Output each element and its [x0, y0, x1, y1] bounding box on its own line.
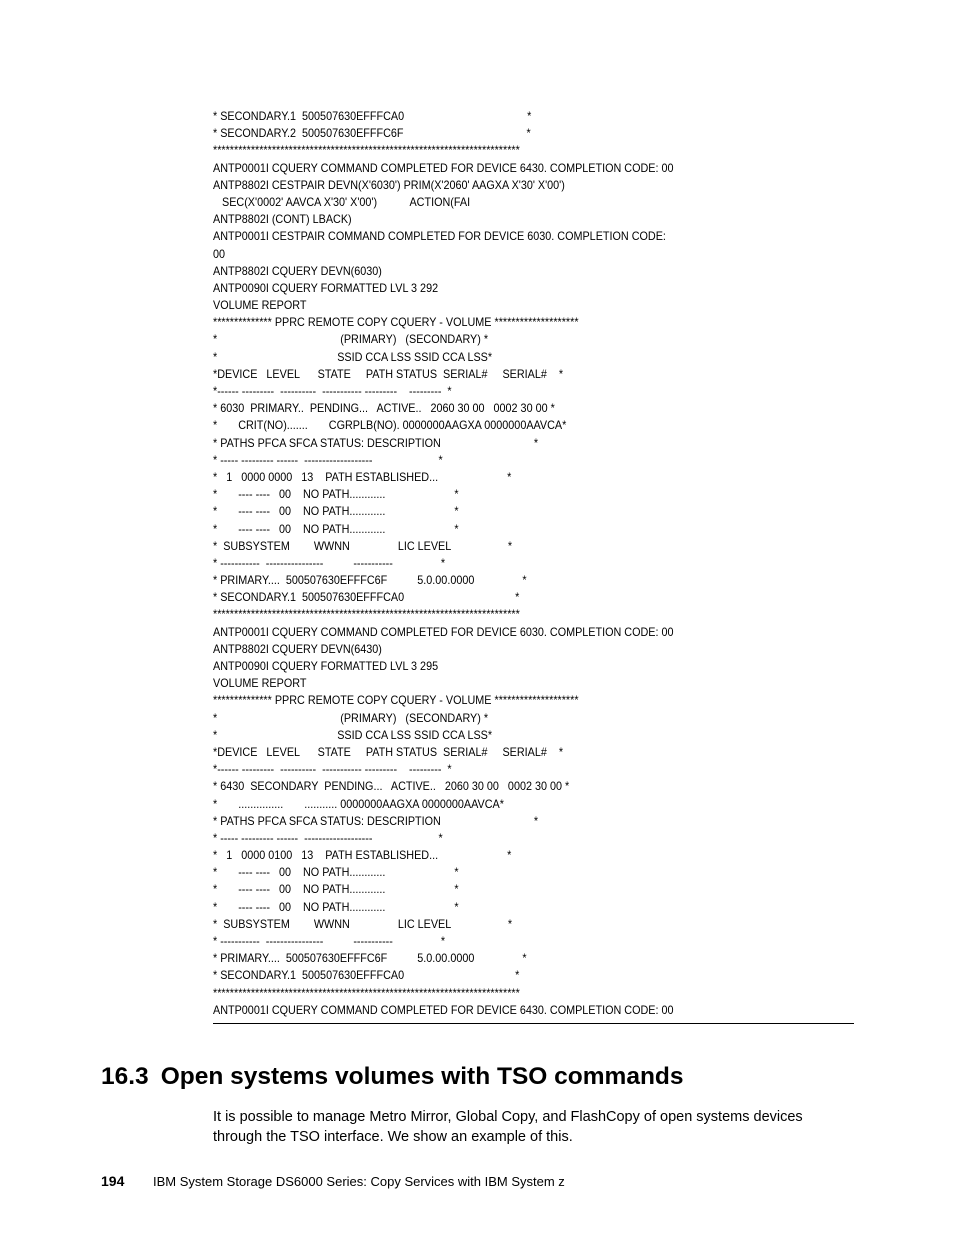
- code-line: SEC(X'0002' AAVCA X'30' X'00') ACTION(FAI: [213, 194, 471, 209]
- code-line: ANTP8802I (CONT) LBACK): [213, 212, 352, 227]
- code-line: * (PRIMARY) (SECONDARY) *: [213, 710, 489, 725]
- code-line: * SECONDARY.1 500507630EFFFCA0 *: [213, 109, 532, 123]
- code-line: * ---- ---- 00 NO PATH............ *: [213, 487, 459, 502]
- code-line: ANTP0001I CESTPAIR COMMAND COMPLETED FOR DEVICE 6030. COMPLETION CODE:: [213, 229, 666, 244]
- code-line: * SECONDARY.1 500507630EFFFCA0 *: [213, 968, 520, 983]
- code-line: *------ --------- ---------- ----------- --------- --------- *: [213, 762, 452, 777]
- code-line: * SECONDARY.2 500507630EFFFC6F *: [213, 126, 531, 141]
- code-line: * PRIMARY.... 500507630EFFFC6F 5.0.00.0000 *: [213, 951, 527, 966]
- section-paragraph: It is possible to manage Metro Mirror, Global Copy, and FlashCopy of open systems devices through the TSO interface. We show an example of this.: [213, 1109, 803, 1145]
- code-line: ************** PPRC REMOTE COPY CQUERY - VOLUME ********************: [213, 693, 579, 708]
- code-line: *************************************************************************: [213, 607, 520, 622]
- code-line: ANTP0001I CQUERY COMMAND COMPLETED FOR DEVICE 6430. COMPLETION CODE: 00: [213, 160, 674, 175]
- code-line: * SSID CCA LSS SSID CCA LSS*: [213, 349, 493, 364]
- code-line: * 6430 SECONDARY PENDING... ACTIVE.. 2060 30 00 0002 30 00 *: [213, 779, 570, 794]
- code-end-rule: [213, 1023, 854, 1024]
- code-line: * SUBSYSTEM WWNN LIC LEVEL *: [213, 538, 513, 553]
- code-line: * ----- --------- ------ ------------------- *: [213, 830, 443, 845]
- code-line: * ---- ---- 00 NO PATH............ *: [213, 504, 459, 519]
- code-line: * ---- ---- 00 NO PATH............ *: [213, 899, 459, 914]
- code-line: *------ --------- ---------- ----------- --------- --------- *: [213, 384, 452, 398]
- page-number: 194: [101, 1173, 125, 1189]
- code-line: * ............... ........... 0000000AAGXA 0000000AAVCA*: [213, 796, 504, 811]
- section-title: Open systems volumes with TSO commands: [160, 1063, 684, 1090]
- code-line: * ---- ---- 00 NO PATH............ *: [213, 882, 459, 897]
- code-line: * SSID CCA LSS SSID CCA LSS*: [213, 727, 493, 742]
- code-line: *DEVICE LEVEL STATE PATH STATUS SERIAL# SERIAL# *: [213, 744, 564, 759]
- book-title: IBM System Storage DS6000 Series: Copy Services with IBM System z: [153, 1174, 565, 1189]
- code-line: * ---- ---- 00 NO PATH............ *: [213, 865, 459, 880]
- code-line: *DEVICE LEVEL STATE PATH STATUS SERIAL# SERIAL# *: [213, 366, 564, 381]
- page-footer: [101, 1173, 565, 1189]
- code-line: * SUBSYSTEM WWNN LIC LEVEL *: [213, 916, 513, 931]
- code-line: ANTP8802I CQUERY DEVN(6430): [213, 641, 382, 656]
- code-line: * (PRIMARY) (SECONDARY) *: [213, 332, 489, 347]
- code-line: * PATHS PFCA SFCA STATUS: DESCRIPTION *: [213, 435, 539, 450]
- code-line: ANTP8802I CESTPAIR DEVN(X'6030') PRIM(X'2060' AAGXA X'30' X'00'): [213, 177, 565, 192]
- code-line: VOLUME REPORT: [213, 298, 307, 313]
- code-line: ANTP8802I CQUERY DEVN(6030): [213, 263, 382, 278]
- code-line: * PRIMARY.... 500507630EFFFC6F 5.0.00.0000 *: [213, 573, 527, 588]
- section-heading: [101, 1063, 684, 1091]
- code-line: * ----------- ---------------- ----------- *: [213, 555, 446, 570]
- code-line: ANTP0001I CQUERY COMMAND COMPLETED FOR DEVICE 6030. COMPLETION CODE: 00: [213, 624, 674, 639]
- code-line: ANTP0090I CQUERY FORMATTED LVL 3 295: [213, 659, 439, 673]
- code-line: * ---- ---- 00 NO PATH............ *: [213, 521, 459, 536]
- code-line: *************************************************************************: [213, 985, 520, 1000]
- code-line: 00: [213, 246, 226, 261]
- code-line: * 1 0000 0100 13 PATH ESTABLISHED... *: [213, 848, 512, 863]
- code-line: * 1 0000 0000 13 PATH ESTABLISHED... *: [213, 469, 512, 484]
- code-listing: [213, 108, 789, 1019]
- code-line: ************** PPRC REMOTE COPY CQUERY - VOLUME ********************: [213, 315, 579, 330]
- code-line: * SECONDARY.1 500507630EFFFCA0 *: [213, 590, 520, 605]
- section-number: 16.3: [101, 1063, 149, 1090]
- code-line: VOLUME REPORT: [213, 676, 307, 691]
- code-line: * ----- --------- ------ ------------------- *: [213, 452, 443, 467]
- code-line: ANTP0001I CQUERY COMMAND COMPLETED FOR DEVICE 6430. COMPLETION CODE: 00: [213, 1002, 674, 1017]
- code-line: * 6030 PRIMARY.. PENDING... ACTIVE.. 2060 30 00 0002 30 00 *: [213, 401, 555, 416]
- code-line: ANTP0090I CQUERY FORMATTED LVL 3 292: [213, 280, 439, 295]
- code-line: * PATHS PFCA SFCA STATUS: DESCRIPTION *: [213, 813, 539, 828]
- code-line: * CRIT(NO)....... CGRPLB(NO). 0000000AAGXA 0000000AAVCA*: [213, 418, 567, 433]
- code-line: * ----------- ---------------- ----------- *: [213, 934, 446, 948]
- code-line: *************************************************************************: [213, 143, 520, 158]
